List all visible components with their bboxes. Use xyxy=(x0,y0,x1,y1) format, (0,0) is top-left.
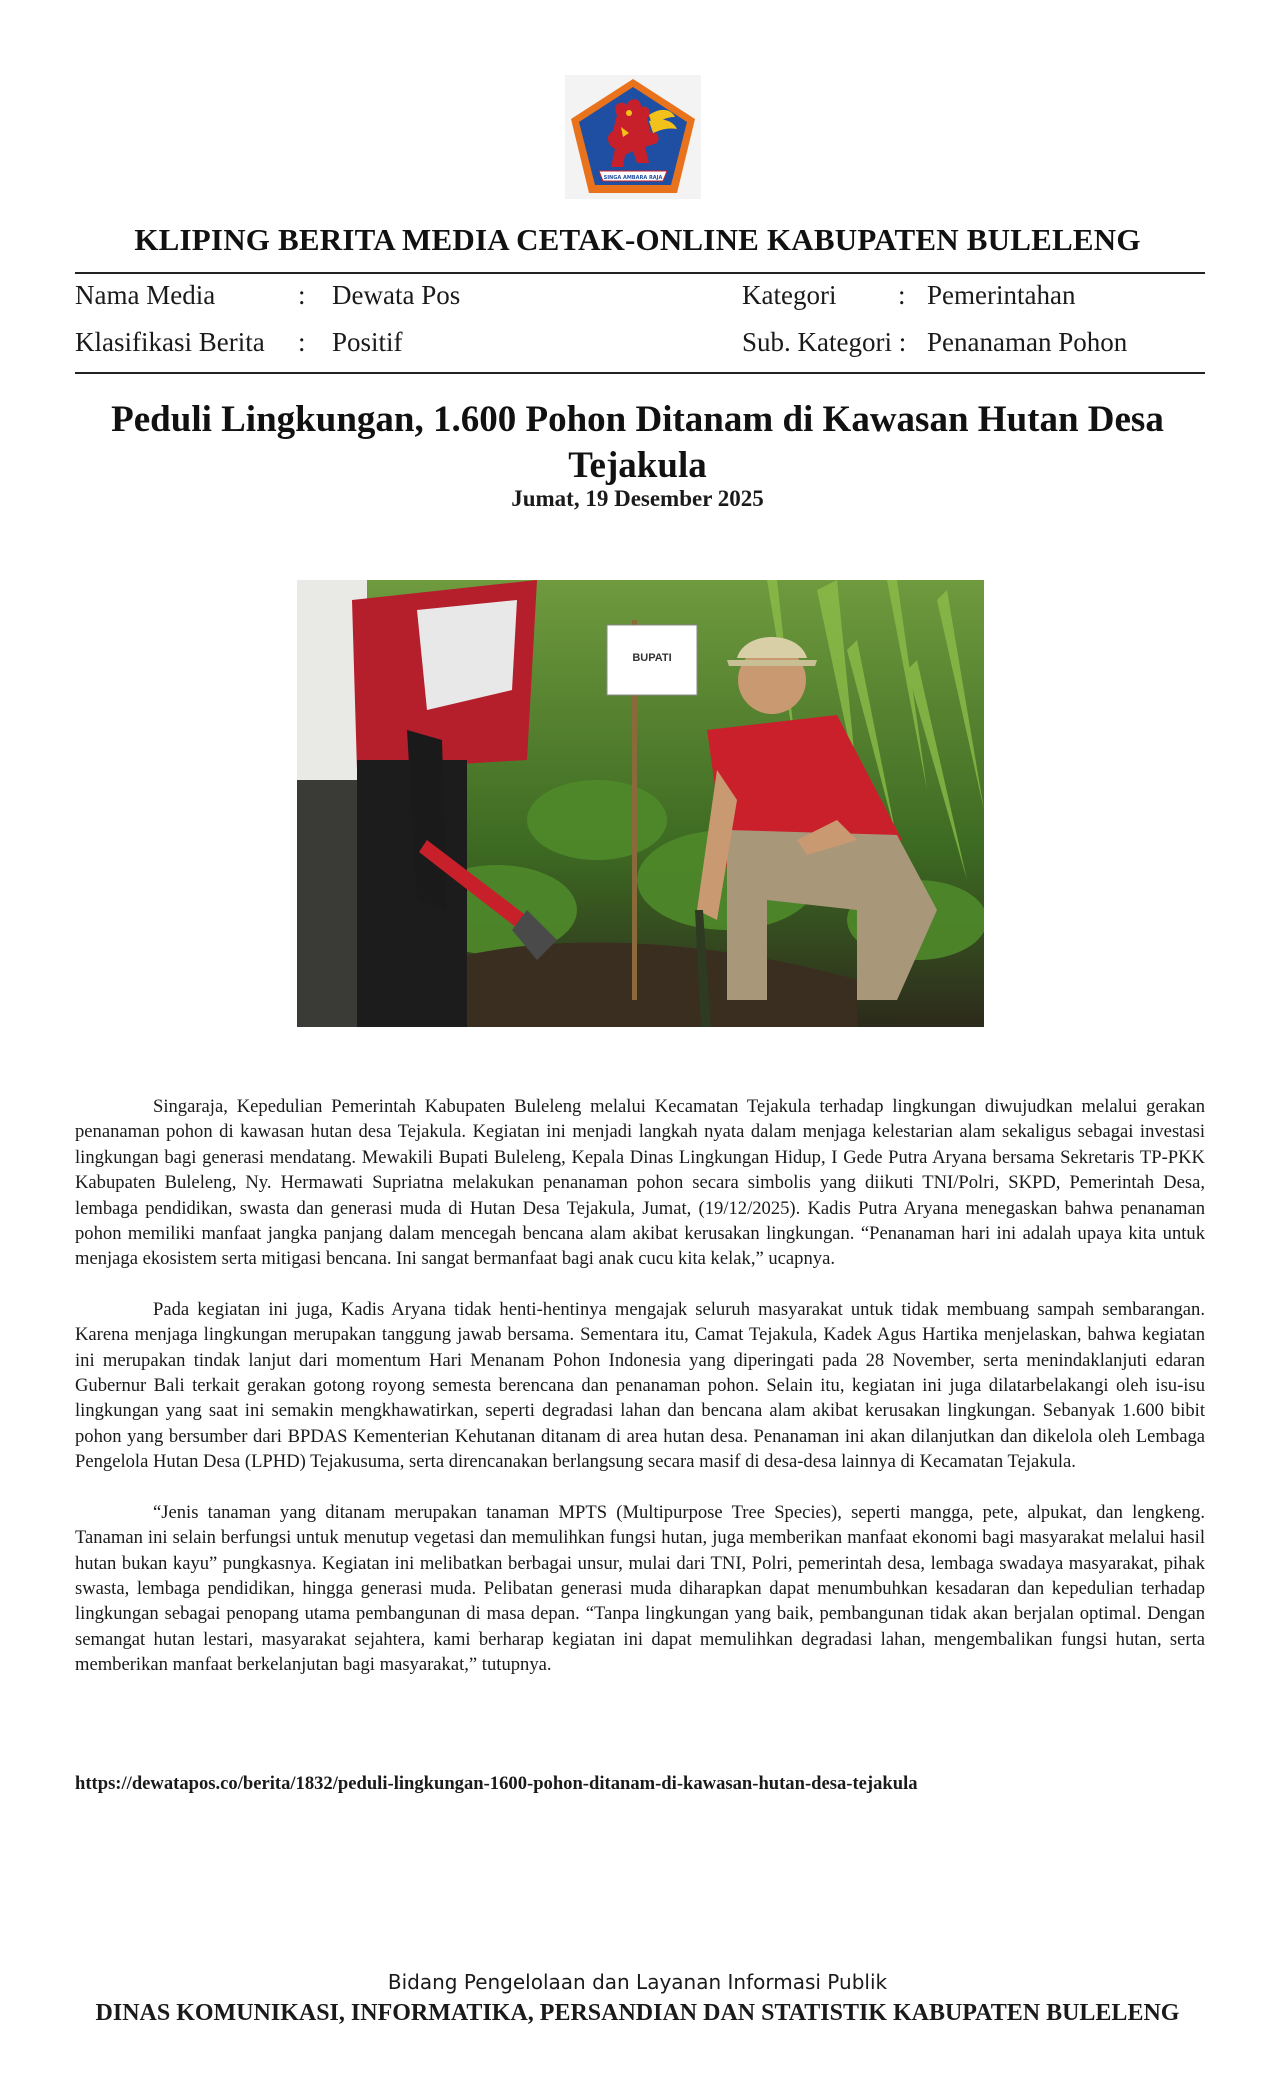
article-paragraph: Singaraja, Kepedulian Pemerintah Kabupaten Buleleng melalui Kecamatan Tejakula terhadap lingkungan diwujudkan melalui gerakan penanaman pohon di kawasan hutan desa Tejakula. Kegiatan ini menjadi langkah nyata dalam menjaga kelestarian alam sekaligus sebagai investasi lingkungan bagi generasi mendatang. Mewakili Bupati Buleleng, Kepala Dinas Lingkungan Hidup, I Gede Putra Aryana bersama Sekretaris TP-PKK Kabupaten Buleleng, Ny. Hermawati Supriatna melakukan penanaman pohon secara simbolis yang diikuti TNI/Polri, SKPD, Pemerintah Desa, lembaga pendidikan, swasta dan generasi muda di Hutan Desa Tejakula, Jumat, (19/12/2025). Kadis Putra Aryana menegaskan bahwa penanaman pohon memiliki manfaat jangka panjang dalam mencegah bencana alam akibat kerusakan lingkungan. “Penanaman hari ini adalah upaya kita untuk menjaga ekosistem serta mitigasi bencana. Ini sangat bermanfaat bagi anak cucu kita kelak,” ucapnya. xyxy=(75,1096,1205,1270)
divider-bottom xyxy=(75,372,1205,374)
article-date: Jumat, 19 Desember 2025 xyxy=(511,486,764,511)
kategori-colon: : xyxy=(898,280,906,310)
klasifikasi-colon: : xyxy=(298,327,306,357)
article-body xyxy=(75,1094,1205,1703)
kategori-value: Pemerintahan xyxy=(927,280,1076,310)
footer-division: Bidang Pengelolaan dan Layanan Informasi Publik xyxy=(387,1970,888,1994)
article-photo xyxy=(297,580,984,1027)
clipping-header-title: KLIPING BERITA MEDIA CETAK-ONLINE KABUPATEN BULELENG xyxy=(134,222,1141,257)
media-colon: : xyxy=(298,280,306,310)
emblem-banner-text: SINGA AMBARA RAJA xyxy=(603,175,663,181)
media-label: Nama Media xyxy=(75,280,216,310)
photo-sign-label: BUPATI xyxy=(632,652,672,664)
subkategori-value: Penanaman Pohon xyxy=(927,327,1128,357)
kategori-label: Kategori xyxy=(742,280,837,310)
source-url-link[interactable]: https://dewatapos.co/berita/1832/peduli-lingkungan-1600-pohon-ditanam-di-kawasan-hutan-desa-tejakula xyxy=(75,1773,918,1794)
media-value: Dewata Pos xyxy=(332,280,461,310)
article-headline: Peduli Lingkungan, 1.600 Pohon Ditanam di Kawasan Hutan Desa Tejakula xyxy=(111,399,1164,486)
subkategori-label: Sub. Kategori : xyxy=(742,327,907,357)
article-paragraph: Pada kegiatan ini juga, Kadis Aryana tidak henti-hentinya mengajak seluruh masyarakat untuk tidak membuang sampah sembarangan. Karena menjaga lingkungan merupakan tanggung jawab bersama. Sementara itu, Camat Tejakula, Kadek Agus Hartika menjelaskan, bahwa kegiatan ini merupakan tindak lanjut dari momentum Hari Menanam Pohon Indonesia yang diperingati pada 28 November, serta menindaklanjuti edaran Gubernur Bali terkait gerakan gotong royong semesta berencana dan penanaman pohon. Selain itu, kegiatan ini juga dilatarbelakangi oleh isu-isu lingkungan yang saat ini semakin mengkhawatirkan, seperti degradasi lahan dan bencana alam akibat kerusakan lingkungan. Sebanyak 1.600 bibit pohon yang bersumber dari BPDAS Kementerian Kehutanan ditanam di area hutan desa. Penanaman ini akan dilanjutkan dan dikelola oleh Lembaga Pengelola Hutan Desa (LPHD) Tejakusuma, serta direncanakan berlangsung secara masif di desa-desa lainnya di Kecamatan Tejakula. xyxy=(75,1298,1205,1473)
klasifikasi-value: Positif xyxy=(332,327,403,357)
klasifikasi-label: Klasifikasi Berita xyxy=(75,327,265,357)
tree-planting-photo-icon xyxy=(297,580,984,1027)
divider-top xyxy=(75,272,1205,274)
footer-department: DINAS KOMUNIKASI, INFORMATIKA, PERSANDIAN DAN STATISTIK KABUPATEN BULELENG xyxy=(95,2000,1180,2026)
article-paragraph: “Jenis tanaman yang ditanam merupakan tanaman MPTS (Multipurpose Tree Species), seperti mangga, pete, alpukat, dan lengkeng. Tanaman ini selain berfungsi untuk menutup vegetasi dan memulihkan fungsi hutan, juga memberikan manfaat ekonomi bagi masyarakat melalui hasil hutan bukan kayu” pungkasnya. Kegiatan ini melibatkan berbagai unsur, mulai dari TNI, Polri, pemerintah desa, lembaga swadaya masyarakat, pihak swasta, lembaga pendidikan, hingga generasi muda. Pelibatan generasi muda diharapkan dapat menumbuhkan kesadaran dan kepedulian terhadap lingkungan sebagai penopang utama pembangunan di masa depan. “Tanpa lingkungan yang baik, pembangunan tidak akan berjalan optimal. Dengan semangat hutan lestari, masyarakat sejahtera, kami berharap kegiatan ini dapat memulihkan degradasi lahan, mengembalikan fungsi hutan, serta memberikan manfaat berkelanjutan bagi masyarakat,” tutupnya. xyxy=(75,1501,1205,1676)
